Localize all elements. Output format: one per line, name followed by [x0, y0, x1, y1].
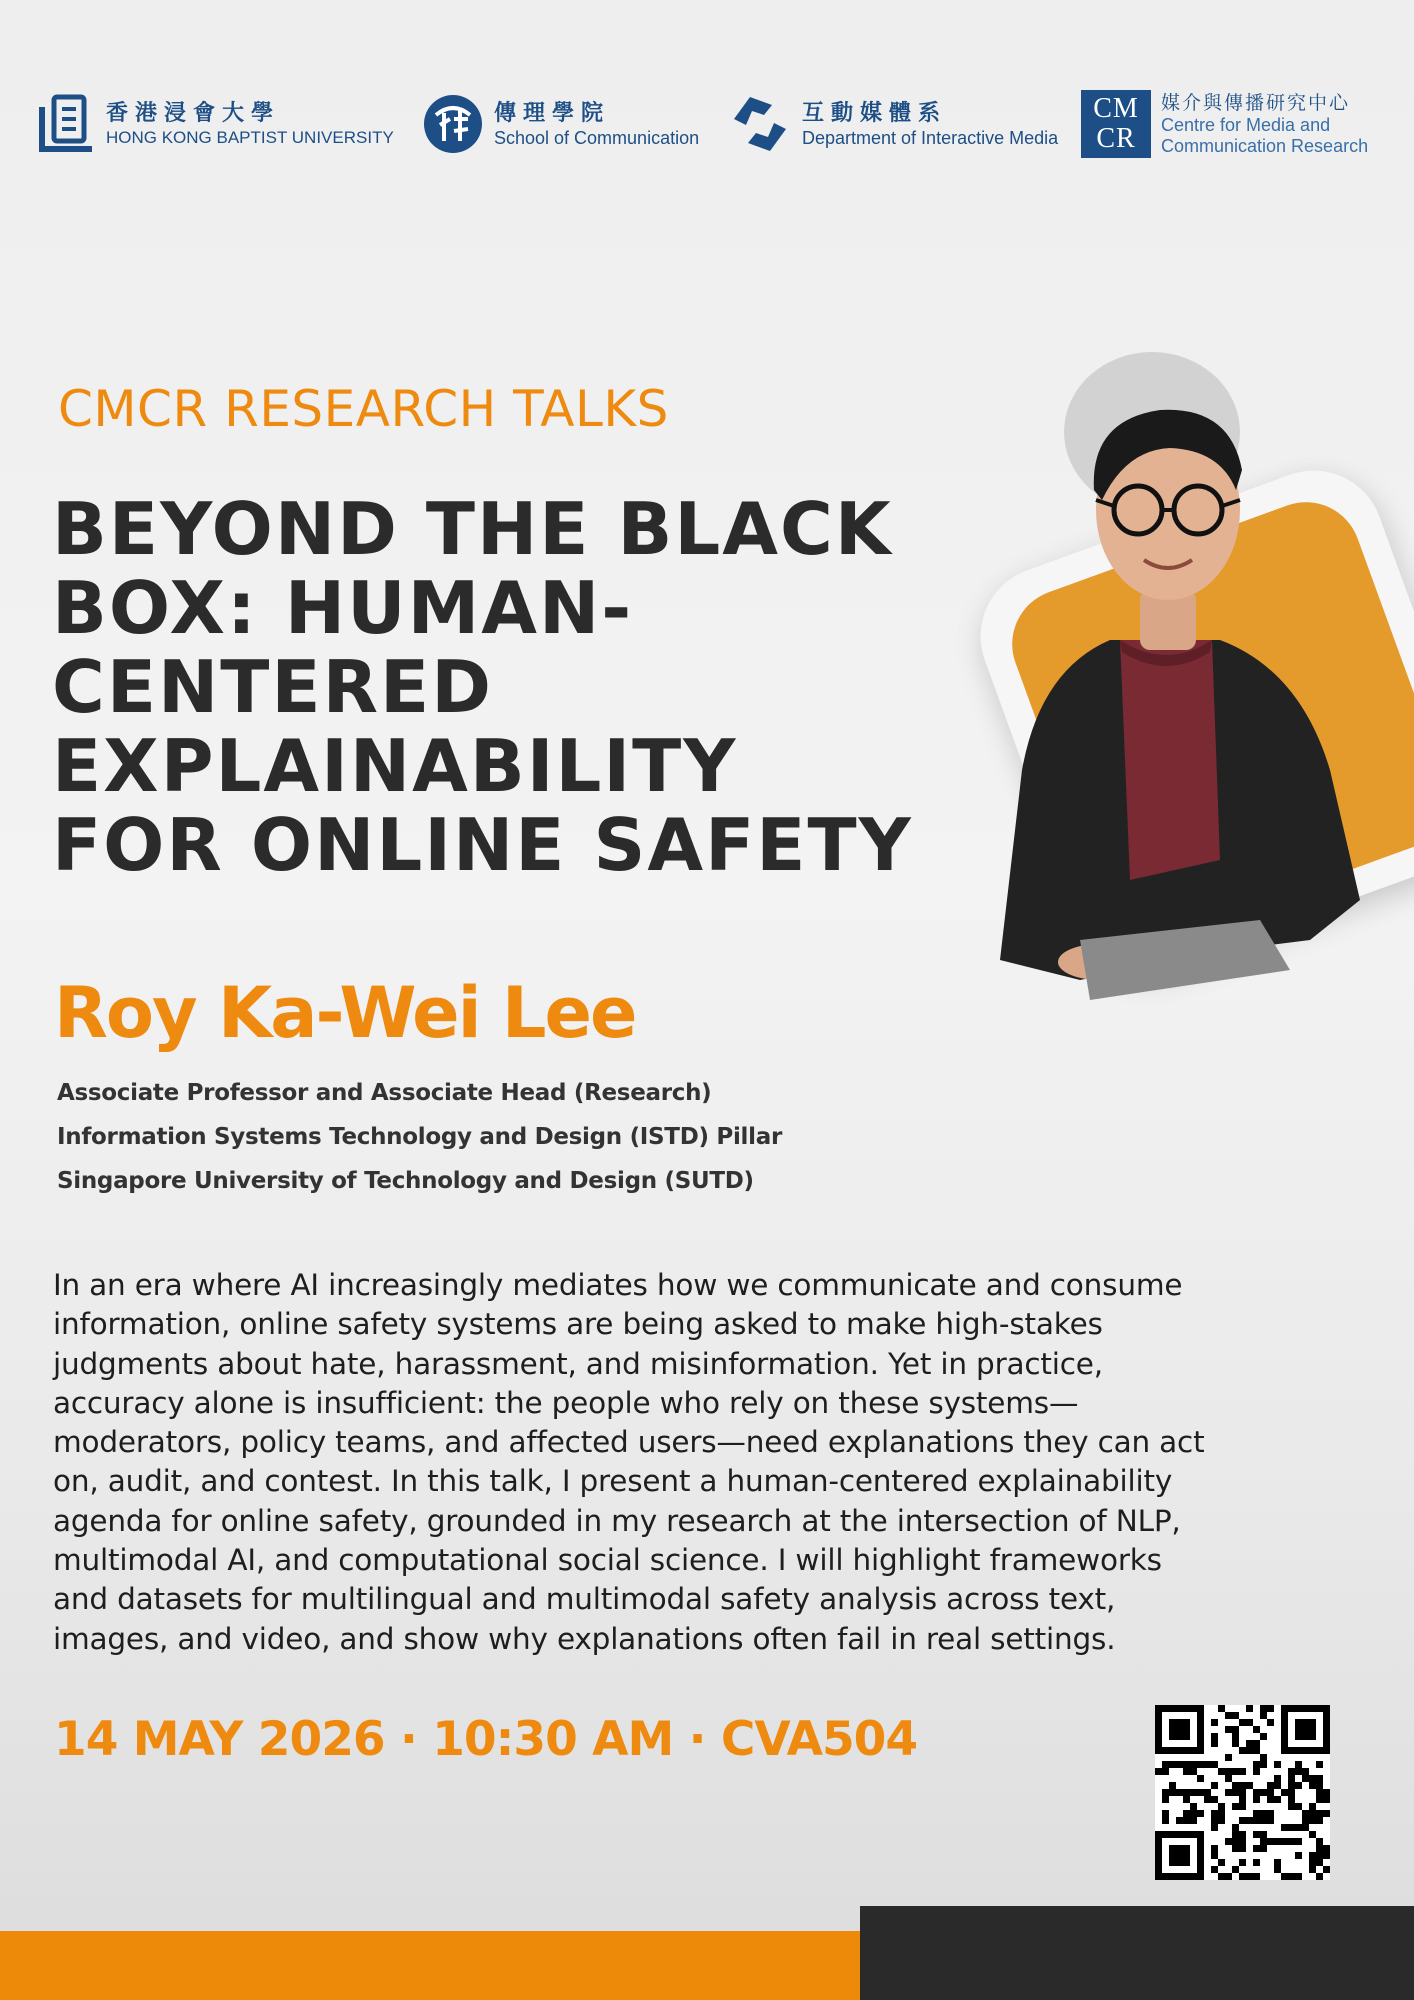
dim-name-en: Department of Interactive Media: [802, 128, 1059, 148]
dim-emblem-icon: [728, 93, 792, 155]
abstract-line: In an era where AI increasingly mediates how we communicate and consume: [53, 1268, 1183, 1302]
speaker-portrait-icon: [930, 340, 1414, 1020]
hkbu-name-en: HONG KONG BAPTIST UNIVERSITY: [106, 128, 394, 147]
speaker-name: Roy Ka-Wei Lee: [54, 972, 636, 1054]
abstract-line: images, and video, and show why explanations often fail in real settings.: [53, 1621, 1116, 1656]
cmcr-mark: [1081, 90, 1151, 158]
soc-name-zh: 傳理學院: [494, 100, 611, 126]
cmcr-logo: [1081, 88, 1368, 160]
talk-title: [52, 487, 932, 887]
cmcr-mark-top: CM: [1093, 93, 1139, 124]
abstract-line: agenda for online safety, grounded in my research at the intersection of NLP,: [53, 1503, 1181, 1538]
abstract-line: on, audit, and contest. In this talk, I present a human-centered explainability: [53, 1464, 1173, 1499]
event-date-time-venue: 14 MAY 2026 · 10:30 AM · CVA504: [54, 1712, 918, 1767]
cmcr-mark-bottom: CR: [1096, 123, 1136, 154]
hkbu-name-zh: 香港浸會大學: [106, 100, 281, 126]
speaker-photo: [930, 340, 1414, 1020]
talk-title-line: FOR ONLINE SAFETY: [52, 803, 913, 887]
interactive-media-logo: [728, 88, 1058, 160]
talk-abstract: [53, 1266, 1373, 1659]
speaker-affiliation: Information Systems Technology and Design (ISTD) Pillar: [57, 1124, 782, 1150]
abstract-line: moderators, policy teams, and affected users—need explanations they can act: [53, 1425, 1205, 1460]
series-title: CMCR RESEARCH TALKS: [58, 380, 669, 438]
cmcr-name-zh: 媒介與傳播研究中心: [1161, 92, 1351, 114]
abstract-line: judgments about hate, harassment, and misinformation. Yet in practice,: [53, 1346, 1103, 1381]
hkbu-logo: [38, 88, 394, 160]
cmcr-name-en-1: Centre for Media and: [1161, 115, 1331, 135]
hkbu-emblem-icon: [38, 93, 96, 155]
footer-dark-block: [860, 1906, 1414, 2000]
soc-name-en: School of Communication: [494, 128, 700, 148]
abstract-line: and datasets for multilingual and multimodal safety analysis across text,: [53, 1582, 1116, 1617]
abstract-line: multimodal AI, and computational social science. I will highlight frameworks: [53, 1543, 1162, 1578]
school-of-communication-logo: [422, 88, 699, 160]
qr-code-icon[interactable]: [1155, 1705, 1330, 1880]
talk-title-line: BOX: HUMAN-: [52, 566, 634, 650]
talk-title-line: BEYOND THE BLACK: [52, 487, 893, 571]
dim-name-zh: 互動媒體系: [802, 100, 948, 126]
cmcr-name-en-2: Communication Research: [1161, 136, 1369, 156]
footer-accent-bar: [0, 1931, 860, 2000]
abstract-line: information, online safety systems are being asked to make high-stakes: [53, 1307, 1103, 1342]
soc-emblem-icon: [422, 93, 484, 155]
speaker-affiliation: Associate Professor and Associate Head (Research): [57, 1080, 712, 1106]
abstract-line: accuracy alone is insufficient: the people who rely on these systems—: [53, 1385, 1079, 1420]
speaker-affiliation: Singapore University of Technology and Design (SUTD): [57, 1168, 754, 1194]
talk-title-line: CENTERED: [52, 645, 493, 729]
talk-title-line: EXPLAINABILITY: [52, 724, 738, 808]
